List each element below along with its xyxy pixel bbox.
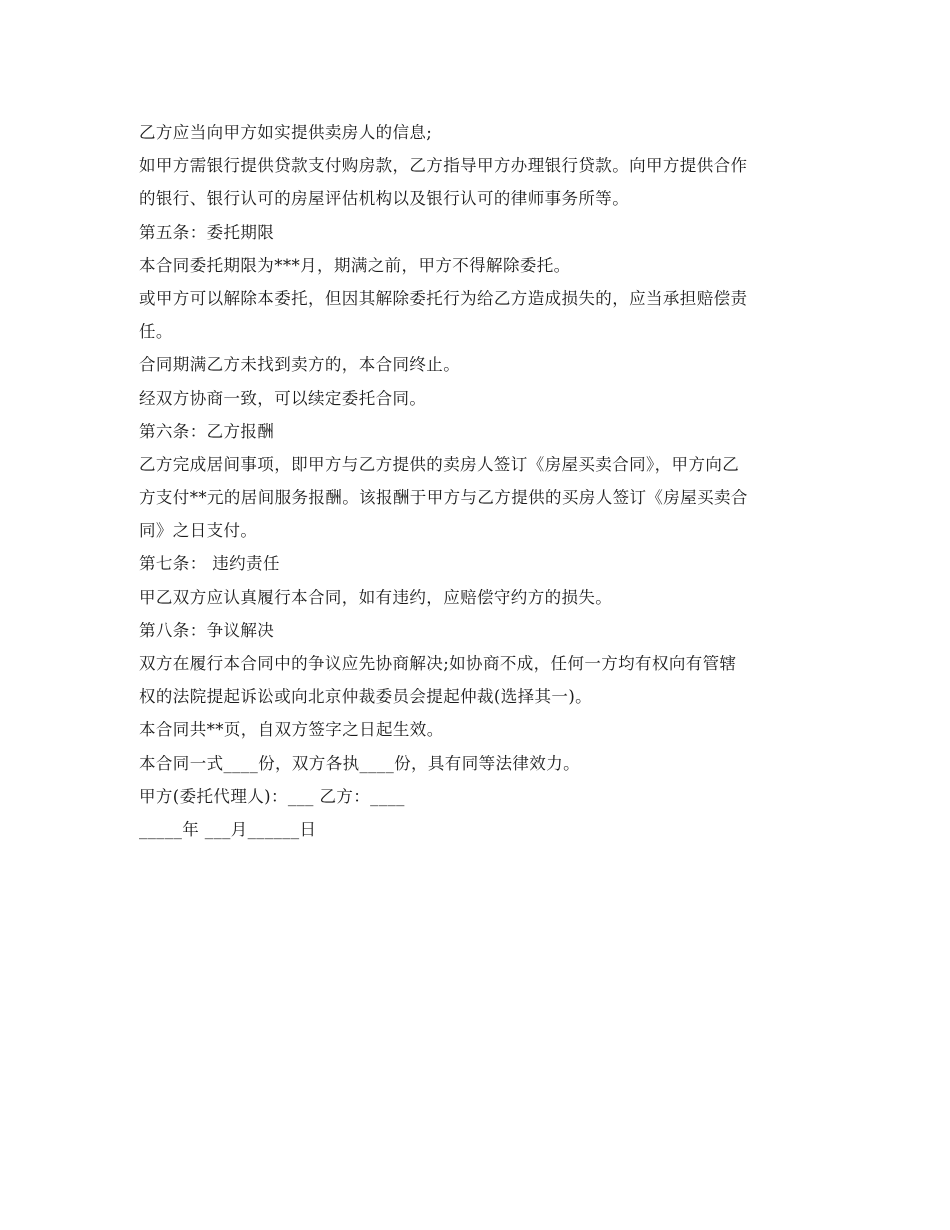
text-line: 同》之日支付。 [139, 521, 258, 541]
date-line: _____年 ___月______日 [139, 819, 317, 839]
section-heading: 第六条：乙方报酬 [139, 421, 275, 441]
signature-line: 甲方(委托代理人)：___ 乙方：____ [139, 786, 405, 806]
text-line: 本合同共**页，自双方签字之日起生效。 [139, 720, 444, 740]
text-line: 本合同委托期限为***月，期满之前，甲方不得解除委托。 [139, 255, 571, 275]
section-heading: 第八条：争议解决 [139, 620, 275, 640]
text-line: 如甲方需银行提供贷款支付购房款，乙方指导甲方办理银行贷款。向甲方提供合作 [139, 156, 748, 176]
text-line: 合同期满乙方未找到卖方的，本合同终止。 [139, 355, 461, 375]
text-line: 任。 [139, 322, 173, 342]
section-heading: 第七条： 违约责任 [139, 554, 280, 574]
contract-text [139, 116, 815, 846]
text-line: 本合同一式____份，双方各执____份，具有同等法律效力。 [139, 753, 580, 773]
text-line: 甲乙双方应认真履行本合同，如有违约，应赔偿守约方的损失。 [139, 587, 613, 607]
text-line: 经双方协商一致，可以续定委托合同。 [139, 388, 427, 408]
text-line: 乙方应当向甲方如实提供卖房人的信息; [139, 123, 433, 142]
text-line: 乙方完成居间事项，即甲方与乙方提供的卖房人签订《房屋买卖合同》，甲方向乙 [139, 454, 740, 474]
section-heading: 第五条：委托期限 [139, 222, 275, 242]
text-line: 的银行、银行认可的房屋评估机构以及银行认可的律师事务所等。 [139, 189, 630, 209]
text-line: 方支付**元的居间服务报酬。该报酬于甲方与乙方提供的买房人签订《房屋买卖合 [139, 488, 748, 508]
text-line: 权的法院提起诉讼或向北京仲裁委员会提起仲裁(选择其一)。 [139, 687, 593, 707]
text-line: 双方在履行本合同中的争议应先协商解决;如协商不成，任何一方均有权向有管辖 [139, 654, 737, 673]
text-line: 或甲方可以解除本委托，但因其解除委托行为给乙方造成损失的，应当承担赔偿责 [139, 288, 748, 308]
